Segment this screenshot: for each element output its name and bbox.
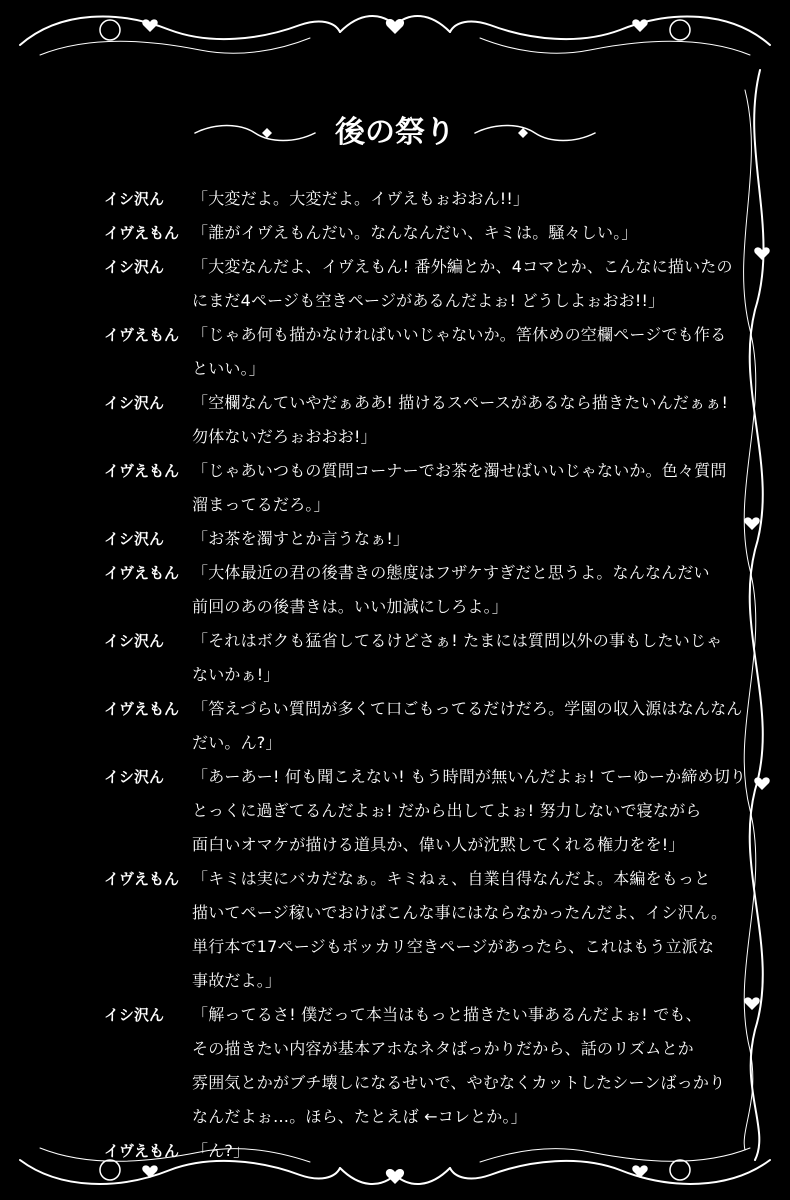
text-row: 溜まってるだろ。」	[192, 495, 330, 514]
dialogue-line	[104, 556, 724, 624]
speaker-name: イシ沢ん	[104, 530, 165, 548]
text-row: 「大変だよ。大変だよ。イヴえもぉおおん!!」	[192, 189, 530, 208]
dialogue-line	[104, 182, 724, 216]
dialogue-text	[192, 692, 742, 760]
dialogue-text	[192, 454, 727, 522]
text-row: 前回のあの後書きは。いい加減にしろよ。」	[192, 597, 509, 616]
dialogue-line	[104, 998, 724, 1134]
heart-icon	[744, 997, 759, 1010]
dialogue-line	[104, 692, 743, 760]
text-row: 描いてページ稼いでおけばこんな事にはならなかったんだよ、イシ沢ん。	[192, 903, 728, 922]
speaker-name: イシ沢ん	[104, 768, 165, 786]
dialogue-line	[104, 216, 724, 250]
text-row: といい。」	[192, 359, 266, 378]
heart-icon	[754, 247, 769, 260]
dialogue-text	[192, 556, 724, 624]
top-right-curl	[670, 20, 690, 40]
dialogue	[104, 182, 747, 1168]
text-row: 「キミは実にバカだなぁ。キミねぇ、自業自得なんだよ。本編をもっと	[192, 869, 711, 888]
dialogue-text	[192, 624, 724, 692]
heart-icon	[386, 1169, 404, 1184]
dialogue-text	[192, 318, 726, 386]
right-vine-2	[744, 90, 756, 1150]
text-row: 「あーあー! 何も聞こえない! もう時間が無いんだよぉ! てーゆーか締め切り	[192, 767, 747, 786]
top-swirl-right	[450, 16, 770, 45]
text-row: 雰囲気とかがブチ壊しになるせいで、やむなくカットしたシーンばっかり	[192, 1073, 726, 1092]
text-row: 「ん?」	[192, 1141, 250, 1160]
heart-icon	[632, 19, 647, 32]
top-swirl-left-2	[40, 38, 310, 55]
text-row: 「空欄なんていやだぁああ! 描けるスペースがあるなら描きたいんだぁぁ!	[192, 393, 729, 412]
text-row: 「大変なんだよ、イヴえもん! 番外編とか、4コマとか、こんなに描いたの	[192, 257, 733, 276]
speaker-name: イヴえもん	[104, 1142, 180, 1160]
dialogue-text	[192, 250, 733, 318]
speaker-name: イシ沢ん	[104, 258, 165, 276]
dialogue-line	[104, 760, 747, 862]
dialogue-text	[192, 862, 727, 998]
dialogue-line	[104, 1134, 724, 1168]
dialogue-line	[104, 386, 729, 454]
page-title: 後の祭り	[335, 115, 455, 150]
text-row: 「解ってるさ! 僕だって本当はもっと描きたい事あるんだよぉ! でも、	[192, 1005, 702, 1024]
dialogue-text	[192, 216, 724, 250]
speaker-name: イヴえもん	[104, 326, 180, 344]
text-row: だい。ん?」	[192, 733, 282, 752]
dialogue-text	[192, 182, 724, 216]
text-row: とっくに過ぎてるんだよぉ! だから出してよぉ! 努力しないで寝ながら	[192, 801, 702, 820]
text-row: 「じゃあいつもの質問コーナーでお茶を濁せばいいじゃないか。色々質問	[192, 461, 727, 480]
top-swirl-left	[20, 16, 340, 45]
dialogue-line	[104, 862, 728, 998]
speaker-name: イヴえもん	[104, 462, 180, 480]
text-row: 「答えづらい質問が多くて口ごもってるだけだろ。学園の収入源はなんなん	[192, 699, 743, 718]
text-row: 「大体最近の君の後書きの態度はフザケすぎだと思うよ。なんなんだい	[192, 563, 710, 582]
heart-icon	[744, 517, 759, 530]
dialogue-text	[192, 760, 746, 862]
speaker-name: イヴえもん	[104, 564, 180, 582]
top-left-curl	[100, 20, 120, 40]
text-row: 「じゃあ何も描かなければいいじゃないか。筈休めの空欄ページでも作る	[192, 325, 727, 344]
right-vine	[750, 70, 764, 1160]
text-row: 「お茶を濁すとか言うなぁ!」	[192, 529, 410, 548]
dialogue-text	[192, 386, 728, 454]
text-row: 単行本で17ページもポッカリ空きページがあったら、これはもう立派な	[192, 937, 715, 956]
speaker-name: イシ沢ん	[104, 394, 165, 412]
speaker-name: イヴえもん	[104, 870, 180, 888]
dialogue-text	[192, 522, 724, 556]
speaker-name: イヴえもん	[104, 224, 180, 242]
heart-icon	[386, 19, 404, 34]
dialogue-line	[104, 318, 727, 386]
dialogue-text	[192, 998, 725, 1134]
text-row: ないかぁ!」	[192, 665, 280, 684]
text-row: 勿体ないだろぉおおお!」	[192, 427, 377, 446]
dialogue-line	[104, 624, 724, 692]
dialogue-line	[104, 454, 727, 522]
speaker-name: イシ沢ん	[104, 1006, 165, 1024]
text-row: 面白いオマケが描ける道具か、偉い人が沈黙してくれる権力をを!」	[192, 835, 685, 854]
speaker-name: イシ沢ん	[104, 190, 165, 208]
dialogue-line	[104, 250, 733, 318]
text-row: なんだよぉ…。ほら、たとえば ←コレとか。」	[192, 1107, 527, 1126]
dialogue-text	[192, 1134, 724, 1168]
speaker-name: イシ沢ん	[104, 632, 165, 650]
heart-icon	[142, 19, 157, 32]
text-row: にまだ4ページも空きページがあるんだよぉ! どうしよぉおお!!」	[192, 291, 665, 310]
speaker-name: イヴえもん	[104, 700, 180, 718]
text-row: 「それはボクも猛省してるけどさぁ! たまには質問以外の事もしたいじゃ	[192, 631, 723, 650]
text-row: その描きたい内容が基本アホなネタばっかりだから、話のリズムとか	[192, 1039, 694, 1058]
title-row	[190, 108, 600, 158]
top-swirl-right-2	[480, 38, 750, 55]
text-row: 「誰がイヴえもんだい。なんなんだい、キミは。騒々しい。」	[192, 223, 638, 242]
text-row: 事故だよ。」	[192, 971, 282, 990]
dialogue-line	[104, 522, 724, 556]
